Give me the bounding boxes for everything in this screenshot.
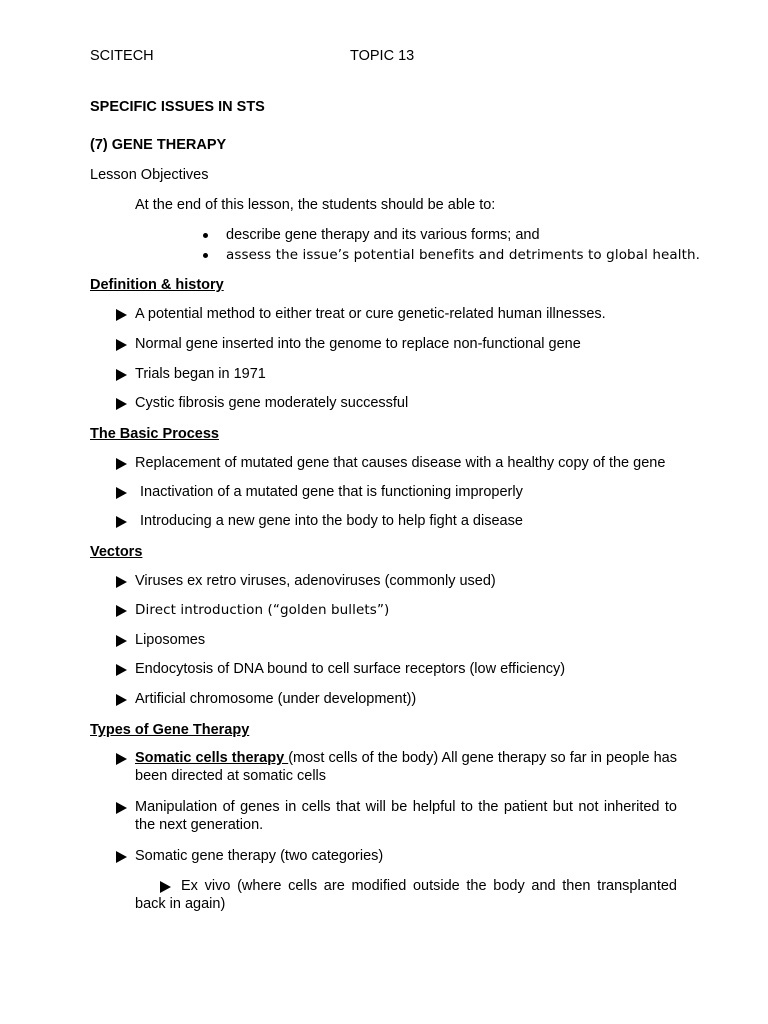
- objectives-intro: At the end of this lesson, the students should be able to:: [135, 197, 496, 213]
- objectives-heading: Lesson Objectives: [90, 167, 209, 183]
- list-item: Normal gene inserted into the genome to replace non-functional gene: [135, 336, 581, 352]
- bullet-icon: [203, 253, 208, 258]
- list-item: Introducing a new gene into the body to help fight a disease: [140, 513, 523, 529]
- arrow-bullet-icon: [116, 516, 127, 528]
- arrow-bullet-icon: [116, 576, 127, 588]
- arrow-bullet-icon: [116, 605, 127, 617]
- somatic-term: Somatic cells therapy: [135, 750, 289, 766]
- list-item: Cystic fibrosis gene moderately successful: [135, 395, 409, 411]
- list-item: Replacement of mutated gene that causes disease with a healthy copy of the gene: [135, 455, 666, 471]
- list-item: A potential method to either treat or cure genetic-related human illnesses.: [135, 306, 606, 322]
- header-right: TOPIC 13: [350, 48, 415, 64]
- section-heading-types: Types of Gene Therapy: [90, 722, 250, 738]
- header-left: SCITECH: [90, 48, 154, 64]
- arrow-bullet-icon: [116, 635, 127, 647]
- list-item: Inactivation of a mutated gene that is functioning improperly: [140, 484, 523, 500]
- arrow-bullet-icon: [116, 309, 127, 321]
- section-heading-vectors: Vectors: [90, 544, 143, 560]
- topic-heading: (7) GENE THERAPY: [90, 137, 227, 153]
- list-item-sub: Ex vivo (where cells are modified outside the body and then transplanted back in again): [135, 878, 677, 912]
- list-item: Liposomes: [135, 632, 206, 648]
- arrow-bullet-icon: [116, 487, 127, 499]
- list-item: Manipulation of genes in cells that will be helpful to the patient but not inherited to the next generation.: [135, 799, 677, 833]
- arrow-bullet-icon: [116, 753, 127, 765]
- page-title: SPECIFIC ISSUES IN STS: [90, 99, 265, 115]
- list-item: Endocytosis of DNA bound to cell surface receptors (low efficiency): [135, 661, 566, 677]
- somatic-description: (most cells of the body) All gene therapy so far in people has been directed at somatic cells: [135, 750, 678, 784]
- list-item: Somatic gene therapy (two categories): [135, 848, 384, 864]
- arrow-bullet-icon: [116, 664, 127, 676]
- arrow-bullet-icon: [116, 458, 127, 470]
- section-heading-basic-process: The Basic Process: [90, 426, 219, 442]
- objective-item: describe gene therapy and its various forms; and: [226, 227, 540, 243]
- objective-item: assess the issue’s potential benefits and detriments to global health.: [226, 247, 701, 263]
- arrow-bullet-icon: [116, 339, 127, 351]
- arrow-bullet-icon: [116, 851, 127, 863]
- list-item: Direct introduction (“golden bullets”): [135, 602, 390, 618]
- arrow-bullet-icon: [116, 398, 127, 410]
- section-heading-definition: Definition & history: [90, 277, 224, 293]
- list-item-somatic: [135, 749, 677, 785]
- arrow-bullet-icon: [116, 694, 127, 706]
- arrow-bullet-icon: [116, 802, 127, 814]
- arrow-bullet-icon: [116, 369, 127, 381]
- list-item: Artificial chromosome (under development)): [135, 691, 417, 707]
- list-item: Viruses ex retro viruses, adenoviruses (commonly used): [135, 573, 496, 589]
- bullet-icon: [203, 233, 208, 238]
- list-item: Trials began in 1971: [135, 366, 266, 382]
